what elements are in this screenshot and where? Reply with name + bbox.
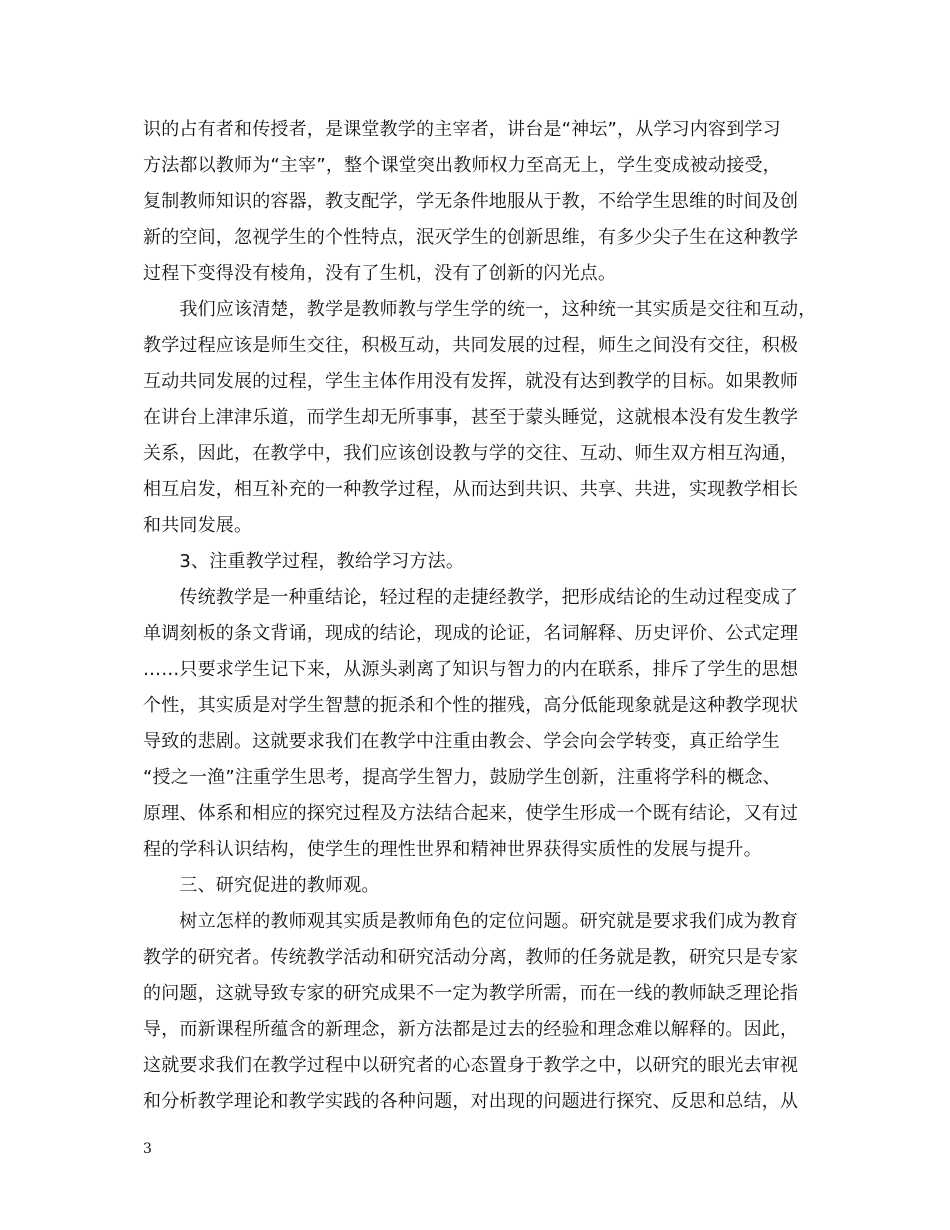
- text-line: 识的占有者和传授者，是课堂教学的主宰者，讲台是“神坛”，从学习内容到学习: [143, 119, 781, 140]
- text-line: 和共同发展。: [143, 515, 253, 536]
- text-line: 和分析教学理论和教学实践的各种问题，对出现的问题进行探究、反思和总结，从: [143, 1091, 799, 1112]
- text-line: 关系，因此，在教学中，我们应该创设教与学的交往、互动、师生双方相互沟通，: [143, 443, 799, 464]
- text-line: “授之一渔”注重学生思考，提高学生智力，鼓励学生创新，注重将学科的概念、: [143, 767, 781, 788]
- text-line: 过程下变得没有棱角，没有了生机，没有了创新的闪光点。: [143, 263, 617, 284]
- text-line: 教学过程应该是师生交往，积极互动，共同发展的过程，师生之间没有交往，积极: [143, 335, 799, 356]
- text-line: 相互启发，相互补充的一种教学过程，从而达到共识、共享、共进，实现教学相长: [143, 479, 799, 500]
- text-line: 教学的研究者。传统教学活动和研究活动分离，教师的任务就是教，研究只是专家: [143, 947, 799, 968]
- text-line: 的问题，这就导致专家的研究成果不一定为教学所需，而在一线的教师缺乏理论指: [143, 983, 799, 1004]
- text-line: 个性，其实质是对学生智慧的扼杀和个性的摧残，高分低能现象就是这种教学现状: [143, 695, 799, 716]
- text-line: 导，而新课程所蕴含的新理念，新方法都是过去的经验和理念难以解释的。因此，: [143, 1019, 799, 1040]
- text-line: 方法都以教师为“主宰”，整个课堂突出教师权力至高无上，学生变成被动接受，: [143, 155, 781, 176]
- text-line: 这就要求我们在教学过程中以研究者的心态置身于教学之中，以研究的眼光去审视: [143, 1055, 799, 1076]
- text-line: 新的空间，忽视学生的个性特点，泯灭学生的创新思维，有多少尖子生在这种教学: [143, 227, 799, 248]
- section-heading: 三、研究促进的教师观。: [143, 875, 380, 896]
- text-line: 导致的悲剧。这就要求我们在教学中注重由教会、学会向会学转变，真正给学生: [143, 731, 780, 752]
- text-line: 传统教学是一种重结论，轻过程的走捷经教学，把形成结论的生动过程变成了: [143, 587, 799, 608]
- section-heading: 3、注重教学过程，教给学习方法。: [143, 551, 465, 572]
- text-line: 互动共同发展的过程，学生主体作用没有发挥，就没有达到教学的目标。如果教师: [143, 371, 799, 392]
- text-line: 树立怎样的教师观其实质是教师角色的定位问题。研究就是要求我们成为教育: [143, 911, 799, 932]
- page-number: 3: [143, 1141, 152, 1157]
- text-line: 在讲台上津津乐道，而学生却无所事事，甚至于蒙头睡觉，这就根本没有发生教学: [143, 407, 799, 428]
- text-line: 复制教师知识的容器，教支配学，学无条件地服从于教，不给学生思维的时间及创: [143, 191, 799, 212]
- text-line: 原理、体系和相应的探究过程及方法结合起来，使学生形成一个既有结论，又有过: [143, 803, 799, 824]
- text-line: 程的学科认识结构，使学生的理性世界和精神世界获得实质性的发展与提升。: [143, 839, 762, 860]
- text-line: 我们应该清楚，教学是教师教与学生学的统一，这种统一其实质是交往和互动，: [143, 299, 817, 320]
- text-line: ……只要求学生记下来，从源头剥离了知识与智力的内在联系，排斥了学生的思想: [143, 659, 799, 680]
- text-line: 单调刻板的条文背诵，现成的结论，现成的论证，名词解释、历史评价、公式定理: [143, 623, 799, 644]
